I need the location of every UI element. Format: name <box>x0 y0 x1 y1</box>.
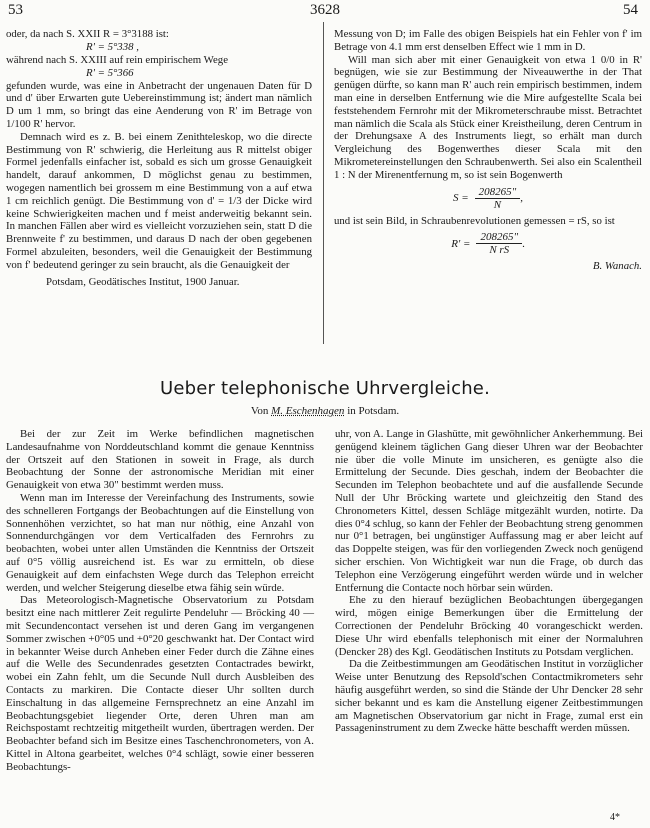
byline <box>0 405 650 417</box>
formula-lhs: S = <box>452 192 469 205</box>
paragraph: Will man sich aber mit einer Genauigkeit von etwa 1 0/0 in R' begnügen, wie sie zur Bestimmung der Niveauwerthe in der That genügen dürfte, so kann man R' auch rein empirisch bestimmen, indem man eine in derselben Entfernung wie die Mire aufgestellte Scala bei feststehendem Fernrohr mit der Mikrometerschraube misst. Betrachtet man nämlich die Scala als Stück einer Kreistheilung, deren Centrum in der Drehungsaxe A des Instruments liegt, so erhält man durch Vergleichung des Bogenwerthes dieser Scala mit den Mikrometereinstellungen den Schraubenwerth. Sei also ein Scalentheil 1 : N der Mirenentfernung m, so ist sein Bogenwerth <box>334 53 642 181</box>
paragraph: Das Meteorologisch-Magnetische Observatorium zu Potsdam besitzt eine nach mittlerer Zeit regulirte Pendeluhr — Bröcking 40 — mit Secundencontact versehen ist und deren Gang im vergangenen Sommer zwischen +0°05 und +0°20 geschwankt hat. Der Contact wird in bekannter Weise durch Anheben einer Feder durch die Zähne eines auf die Welle des Secundenrades gesetzten Contactrades bewirkt, wobei ein Zahn fehlt, um die Secunde Null durch Ausbleiben des Contacts zu markiren. Die Contacte dieser Uhr sollten durch Einschaltung in das allgemeine Fernsprechnetz an eine Anzahl im Beobachtungsgebiet liegender Orte, deren Uhren man am Reichspostamt rechtzeitig mitgetheilt wurden, übertragen werden. Der Beobachter befand sich im Besitze eines Taschenchronometers, von A. Kittel in Altona gearbeitet, welches 0°4 schlägt, sowie einer besseren Beobachtungs- <box>6 594 314 773</box>
numerator: 208265" <box>476 231 522 244</box>
equation: R' = 5°338 , <box>86 40 139 53</box>
formula-end: . <box>522 237 525 250</box>
right-page-number: 54 <box>623 2 638 18</box>
paragraph: uhr, von A. Lange in Glashütte, mit gewöhnlicher Ankerhemmung. Bei genügend kleinem täglichen Gang dieser Uhren war der Beobachter nie über die volle Minute im unsicheren, es genügte also die Ermittelung der Secunde. Dies geschah, indem der Beobachter die Secunden im Telephon beobachtete und auf die ausfallende Secunde Null der Uhr Bröcking wartete und gleichzeitig den Stand des Chronometers Kittel, dessen Schläge mitgezählt wurden, notirte. Da dies 0°4 schlug, so kann der Fehler der Beobachtung streng genommen nur 0°1 betragen, bei ungünstiger Auffassung mag er aber leicht auf das Doppelte steigen, was für den vorliegenden Zweck noch genügend sicher erschien. Von Wichtigkeit war nun die Frage, ob durch das Telephon eine Verzögerung eingeführt werden würde und in welcher Entfernung die Contacte noch hörbar sein würden. <box>335 428 643 594</box>
top-left-column <box>6 28 312 288</box>
column-divider <box>323 22 324 344</box>
denominator: N <box>493 198 502 211</box>
paragraph: Messung von D; im Falle des obigen Beispiels hat ein Fehler von f' im Betrage von 4.1 mm erst denselben Effect wie 1 mm in D. <box>334 28 642 53</box>
dateline: Potsdam, Geodätisches Institut, 1900 Januar. <box>46 275 240 288</box>
paragraph: Da die Zeitbestimmungen am Geodätischen Institut in vorzüglicher Weise unter Benutzung des Repsold'schen Contactmikrometers sehr häufig ausgeführt werden, so sind die Stände der Uhr Dencker 28 sehr sicher bekannt und es kam die Anstellung eigener Zeitbestimmungen am Magnetischen Observatorium gar nicht in Frage, zumal erst ein Passageninstrument zu dem Zwecke hätte beschafft werden müssen. <box>335 658 643 735</box>
paragraph: oder, da nach S. XXII R = 3°3188 ist: <box>6 28 169 40</box>
byline-suffix: in Potsdam. <box>347 405 400 417</box>
equation: R' = 5°366 <box>86 66 134 79</box>
fraction <box>476 231 522 256</box>
signature-mark: 4* <box>610 812 620 823</box>
left-page-number: 53 <box>8 2 23 18</box>
paragraph: gefunden wurde, was eine in Anbetracht der ungenauen Daten für D und d' über Erwarten gute Uebereinstimmung ist; ändert man nämlich D um 1 mm, so bringt das eine Aenderung von R' im Betrage von 1/100 R' hervor. <box>6 79 312 130</box>
article-title: Ueber telephonische Uhrvergleiche. <box>159 378 490 399</box>
numerator: 208265" <box>475 186 521 199</box>
author-signature: B. Wanach. <box>592 260 642 273</box>
formula-r <box>334 231 642 256</box>
paragraph: während nach S. XXIII auf rein empirischem Wege <box>6 53 228 66</box>
bottom-right-column <box>335 428 643 735</box>
paragraph: Bei der zur Zeit im Werke befindlichen magnetischen Landesaufnahme von Norddeutschland kommt die genaue Kenntniss der Ortszeit auf den Stationen in soweit in Frage, als durch Beobachtung der Sonne der astronomische Meridian mit einer Genauigkeit von etwa 30" bestimmt werden muss. <box>6 428 314 492</box>
paragraph: Demnach wird es z. B. bei einem Zenithteleskop, wo die directe Bestimmung von R' schwierig, die Herleitung aus R mittelst obiger Formel jedenfalls einfacher ist, sobald es sich um grosse Genauigkeit handelt, darauf ankommen, D möglichst genau zu bestimmen, wogegen namentlich bei grossem m eine Bestimmung von a auf etwa 1 cm reichlich genügt. Die Bestimmung von d' = 1/3 der Dicke wird keine Schwierigkeiten machen und f meist anderweitig bekannt sein. In manchen Fällen aber wird es vielleicht vorzuziehen sein, statt D die Brennweite f' zu bestimmen, und daraus D nach der oben gegebenen Formel abzuleiten, besonders, weil die Genauigkeit der Bestimmung von f' bedeutend geringer zu sein braucht, als die Genauigkeit der <box>6 130 312 271</box>
bottom-left-column <box>6 428 314 774</box>
denominator: N rS <box>489 244 510 257</box>
byline-prefix: Von <box>250 405 269 417</box>
formula-lhs: R' = <box>451 237 471 250</box>
paragraph: Wenn man im Interesse der Vereinfachung des Instruments, sowie des schnelleren Fortgangs der Beobachtungen auf die Einstellung von Sonnenhöhen verzichtet, so hat man nur nöthig, eine Anzahl von Sonnendurchgängen vor dem Verticalfaden des Fernrohrs zu beobachten, wobei unter allen Umständen die Kenntniss der Ortszeit auf 0°5 völlig ausreichend ist. Es war zu ermitteln, ob diese Genauigkeit auf dem einfachsten Wege durch das Telephon erreicht werden, und welcher Steigerung dieselbe etwa fähig sein würde. <box>6 491 314 594</box>
top-right-column <box>334 28 642 272</box>
fraction <box>475 185 524 211</box>
byline-author: M. Eschenhagen <box>271 405 345 417</box>
formula-end: , <box>520 192 524 205</box>
paragraph: und ist sein Bild, in Schraubenrevolutionen gemessen = rS, so ist <box>334 214 615 227</box>
issue-number: 3628 <box>310 2 340 18</box>
paragraph: Ehe zu den hierauf bezüglichen Beobachtungen übergegangen wird, mögen einige Bemerkungen über die Ermittelung der Correctionen der Pendeluhr Bröcking 40 vorangeschickt werden. Diese Uhr wird ebenfalls telephonisch mit einer der Normaluhren (Dencker 28) des Kgl. Geodätischen Instituts zu Potsdam verglichen. <box>335 594 643 658</box>
formula-s <box>334 186 642 211</box>
